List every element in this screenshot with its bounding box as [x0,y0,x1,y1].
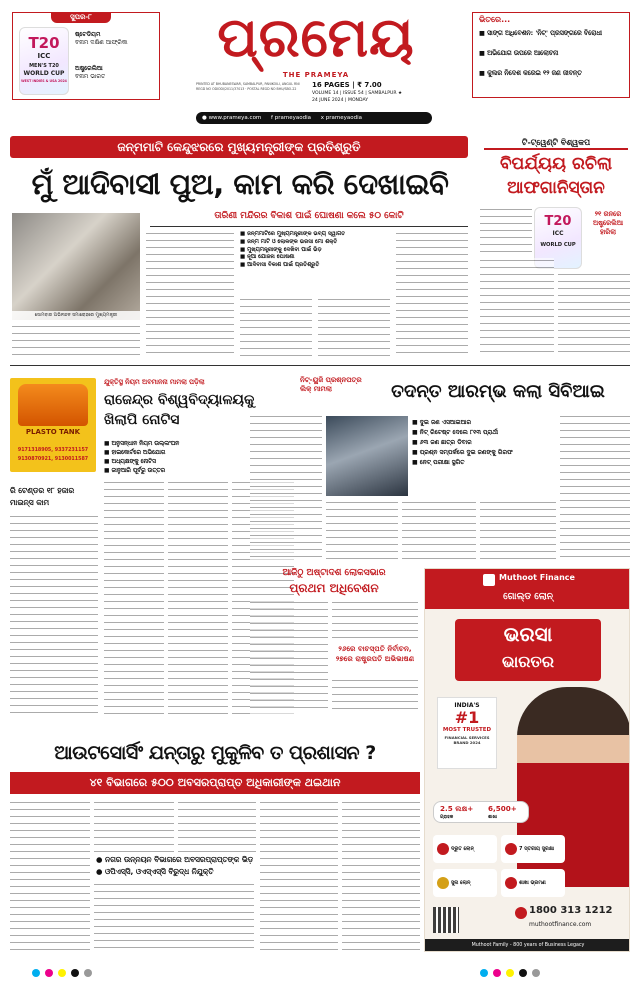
muthoot-hero: ଭରସା ଭାରତର [455,619,601,681]
shield-icon [505,843,517,855]
cbi-photo[interactable] [326,416,408,496]
neet-bullet: ■ ପ୍ରଶ୍ନ ସମ୍ପର୍କରେ ଦୁଇ ଜଣଙ୍କୁ ଗିରଫ [412,449,513,456]
cup-logo-icon: T20 ICC MEN'S T20 WORLD CUP WEST INDIES & USA 2024 [19,27,69,95]
out-col-6 [342,800,420,952]
loksabha-sub: ୨୬ରେ ବାଚସ୍ପତି ନିର୍ବାଚନ, ୨୭ରେ ରାଷ୍ଟ୍ରପତି ଅଭିଭାଷଣ [335,644,415,663]
gold-icon [437,877,449,889]
university-bullet: ■ ଜାନୁଆରି ପୂର୍ବରୁ ଉତ୍ତର [104,468,166,474]
university-bullet: ■ ହାଇକୋର୍ଟରେ ଅଭିଯୋଗ [104,450,166,456]
super8-match-1: ଷ୍ଟେଡିୟମ ବନାମ ଦକ୍ଷିଣ ଆଫ୍ରିକା [75,31,128,46]
university-bullet: ■ ଅଧ୍ୟକ୍ଷଙ୍କୁ ନୋଟିସ [104,459,156,465]
registration-marks-right [480,962,610,972]
masthead [0,0,640,112]
muthoot-web[interactable]: muthootfinance.com [529,921,592,928]
univ-col-2 [168,480,228,714]
plasto-brand: PLASTO TANK [25,428,81,436]
newspaper-subtitle: THE PRAMEYA [282,71,350,79]
feature-item: ଦ୍ରୁତ ଲୋନ୍ [433,835,497,863]
volume-info: VOLUME 14 | ISSUE 54 | SAMBALPUR ★ [312,91,403,96]
print-info: PRINTED AT BHUBANESWAR, SAMBALPUR, PANIKOILI, ANGUL RNI REGD NO ODIODI/2011/37013 · POSTAL REGD NO BHU/SBO-22 [196,82,300,91]
neet-bullet: ■ ନିଟ୍ ରିଟେଷ୍ଟ ଦେଲେ ୮୧୩ ପ୍ରାର୍ଥୀ [412,429,499,436]
university-bullet: ■ ଅନୁସନ୍ଧାନ ନିୟମ ଉଲ୍ଲଂଘନ [104,441,180,447]
mines-strip[interactable]: ରି ଟେଣ୍ଡର ୧୮ ହଜାର ମାଇନ୍ସ କାମ [10,486,75,507]
inside-item-3[interactable]: ■ କୁଲର ନିଦେଶ କରେଇ ୧୨ ଜଣ ଜୀବନ୍ତ [479,70,582,77]
loksabha-col-3 [332,678,418,714]
trust-badge: INDIA'S #1 MOST TRUSTED FINANCIAL SERVICES BRAND 2024 [437,697,497,769]
tank-icon [18,384,88,426]
neet-col-5 [560,414,630,562]
neet-headline[interactable]: ତଦନ୍ତ ଆରମ୍ଭ କଲା ସିବିଆଇ [391,381,605,402]
inside-item-1[interactable]: ■ ସାଙ୍ଗ ଅଧିବେଶନ: 'ନିଟ୍' ପ୍ରସଙ୍ଗରେ ବିରୋଧୀ [479,30,602,37]
section-divider [10,365,630,366]
loksabha-kicker: ଆଜିଠୁ ଅଷ୍ଟାଦଶ ଲୋକସଭାର [282,568,386,578]
lead-bullet: ■ ମୁଖ୍ୟମନ୍ତ୍ରୀଙ୍କୁ ଦେଖିବା ପାଇଁ ଭିଡ଼ [240,246,322,253]
lead-col-3 [318,297,390,357]
university-headline[interactable]: ରାଜେନ୍ଦ୍ର ବିଶ୍ୱବିଦ୍ୟାଳୟକୁ ଖିଲାପି ନୋଟିସ [104,392,255,428]
neet-bullet: ■ ନେଟ୍ ପରୀକ୍ଷା ସ୍ଥଗିତ [412,459,465,466]
lead-kicker: ଜନ୍ମମାଟି କେନ୍ଦୁଝରରେ ମୁଖ୍ୟମନ୍ତ୍ରୀଙ୍କ ପ୍ରତିଶ୍ରୁତି [10,136,468,158]
lead-photo-caption: ସୋମବାର ଅଭିନନ୍ଦନ ସମାରୋହରେ ମୁଖ୍ୟମନ୍ତ୍ରୀ [12,311,140,320]
issue-date: 24 JUNE 2024 | MONDAY [312,98,369,103]
loksabha-col-1 [250,600,328,714]
neet-col-4 [480,500,556,562]
out-col-3 [178,800,256,852]
features-grid [433,835,629,901]
page-count: 16 PAGES | ₹ 7.00 [312,81,382,89]
lead-col-1 [146,231,234,356]
outsourcing-headline[interactable]: ଆଉଟସୋର୍ସିଂ ଯନ୍ତାରୁ ମୁକୁଳିବ ତ ପ୍ରଶାସନ ? [54,742,376,764]
loksabha-col-2 [332,600,418,640]
super8-match-2: ଅଷ୍ଟ୍ରେଲିଆ ବନାମ ଭାରତ [75,65,106,80]
inside-item-2[interactable]: ■ ଅଭିଯୋଗ ଉପରେ ଆଲୋଚନା [479,50,559,57]
plasto-ad[interactable] [10,378,96,472]
t20-badge: ୨୧ ରନରେ ଅଷ୍ଟ୍ରେଲିଆ ହାରିଲା [592,210,624,236]
out-col-5 [260,800,338,952]
neet-bullet: ■ ୬୩ ଜଣ ଛାତ୍ର ଡିବାର [412,439,472,446]
stats-bar: 2.5 ଲକ୍ଷ+ ଗ୍ରାହକ 6,500+ ଶାଖା [433,801,529,823]
muthoot-ad[interactable] [424,568,630,952]
univ-col-1 [104,480,164,714]
inside-title: ଭିତରେ... [479,15,511,24]
lead-bullet: ■ ଜନ୍ମ ମାଟି ଓ ଲୋକଙ୍କ ଭରସା ମୋ ଶକ୍ତି [240,238,338,245]
muthoot-tag: ଗୋଲ୍ଡ ଲୋନ୍ [503,592,553,602]
globe-icon: ● [202,115,207,121]
website-link[interactable]: www.prameya.com [208,115,262,121]
left-col-1 [10,514,98,714]
neet-kicker: ନିଟ୍-ୟୁଜି ପ୍ରଶ୍ନପତ୍ର ଲିକ୍ ମାମଲା [300,376,362,393]
university-kicker: ଯୁକ୍ତିସ୍ଥ ନିୟମ ଅବମାନନା ମାମଲା ପଡ଼ିଲା [104,378,205,386]
qr-code-icon[interactable] [433,907,459,933]
lead-col-2 [240,297,312,357]
twitter-link[interactable]: prameyaodia [325,115,362,121]
outsourcing-subhead: ୪୧ ବିଭାଗରେ ୫୦୦ ଅବସରପ୍ରାପ୍ତ ଅଧିକାରୀଙ୍କ ଥଇଥାନ [10,772,420,794]
social-strip [196,112,432,124]
lead-divider [150,226,468,227]
t20-col-3 [558,272,630,358]
registration-marks-left [32,962,152,972]
lead-bullet: ■ ଆଦିବାସୀ ବିକାଶ ପାଇଁ ପ୍ରତିଶ୍ରୁତି [240,262,320,269]
muthoot-brand: Muthoot Finance [499,573,575,582]
muthoot-header [425,569,630,609]
lead-col-4 [396,231,468,357]
muthoot-logo-icon [483,574,495,586]
twitter-icon: x [320,115,324,121]
neet-bullet: ■ ଦୁଇ ଜଣ ଏସଆଇଆର [412,419,472,426]
t20-col-2 [480,258,554,358]
plasto-phone-1: 9171318905, 9337231157 [17,448,89,453]
lead-bullet: ■ ନୂଆ ଯୋଜନା ଘୋଷଣା [240,254,295,261]
t20-headline[interactable]: ବିପର୍ଯ୍ୟୟ ରଚିଲା ଆଫଗାନିସ୍ତାନ [499,154,613,198]
neet-col-2 [326,500,398,562]
outsourcing-bullet: ● ନଗର ଉନ୍ନୟନ ବିଭାଗରେ ଅବସରପ୍ରାପ୍ତଙ୍କ ଭିଡ଼ [96,855,254,864]
neet-col-1 [250,414,322,562]
phone-icon [515,907,527,919]
loksabha-headline[interactable]: ପ୍ରଥମ ଅଧିବେଶନ [289,581,379,595]
lead-bullet: ■ ଜନ୍ମମାଟିରେ ମୁଖ୍ୟମନ୍ତ୍ରୀଙ୍କ ଭବ୍ୟ ସ୍ୱାଗତ [240,231,346,237]
out-col-2 [94,800,174,852]
facebook-link[interactable]: prameyaodia [274,115,311,121]
feature-item: ସୁନା ଲୋନ୍ [433,869,497,897]
lead-photo[interactable] [12,213,140,320]
t20-cup-logo-icon: T20 ICC WORLD CUP [534,207,582,269]
t20-kicker: ଟି-ଟ୍ୱେଣ୍ଟି ବିଶ୍ୱକପ [484,136,628,150]
lead-bullets [240,231,390,295]
outsourcing-bullet: ● ଓପିଏସ୍‌ସି, ଓଏସ୍‌ଏସ୍‌ସି ବିରୁଦ୍ଧ ନିଯୁକ୍ତି [96,867,214,876]
super8-box [12,12,160,100]
muthoot-phone[interactable]: 1800 313 1212 [529,905,613,916]
inside-box [472,12,630,98]
t20-col-1 [480,207,532,255]
lead-col-0 [12,324,140,358]
out-col-1 [10,800,90,952]
feature-item: ଶାଖା ଭ୍ରମଣ [501,869,565,897]
feature-item: 7 ସ୍ତରୀୟ ସୁରକ୍ଷା [501,835,565,863]
lead-headline[interactable]: ମୁଁ ଆଦିବାସୀ ପୁଅ, କାମ କରି ଦେଖାଇବି [31,167,449,201]
neet-bullets [412,418,562,468]
muthoot-footer: Muthoot Family - 800 years of Business Legacy [425,939,630,952]
branch-icon [505,877,517,889]
facebook-icon: f [271,115,273,121]
bolt-icon [437,843,449,855]
out-col-4 [94,882,254,952]
neet-col-3 [402,500,476,562]
newspaper-title[interactable]: ପ୍ରମେୟ [217,5,415,69]
plasto-phone-2: 9130870921, 9130011587 [17,457,89,462]
lead-subhead: ତାରିଣୀ ମନ୍ଦିରର ବିକାଶ ପାଇଁ ଘୋଷଣା କଲେ ୫୦ କୋଟି [214,211,404,221]
super8-title: ସୁପର-୮ [51,12,111,23]
